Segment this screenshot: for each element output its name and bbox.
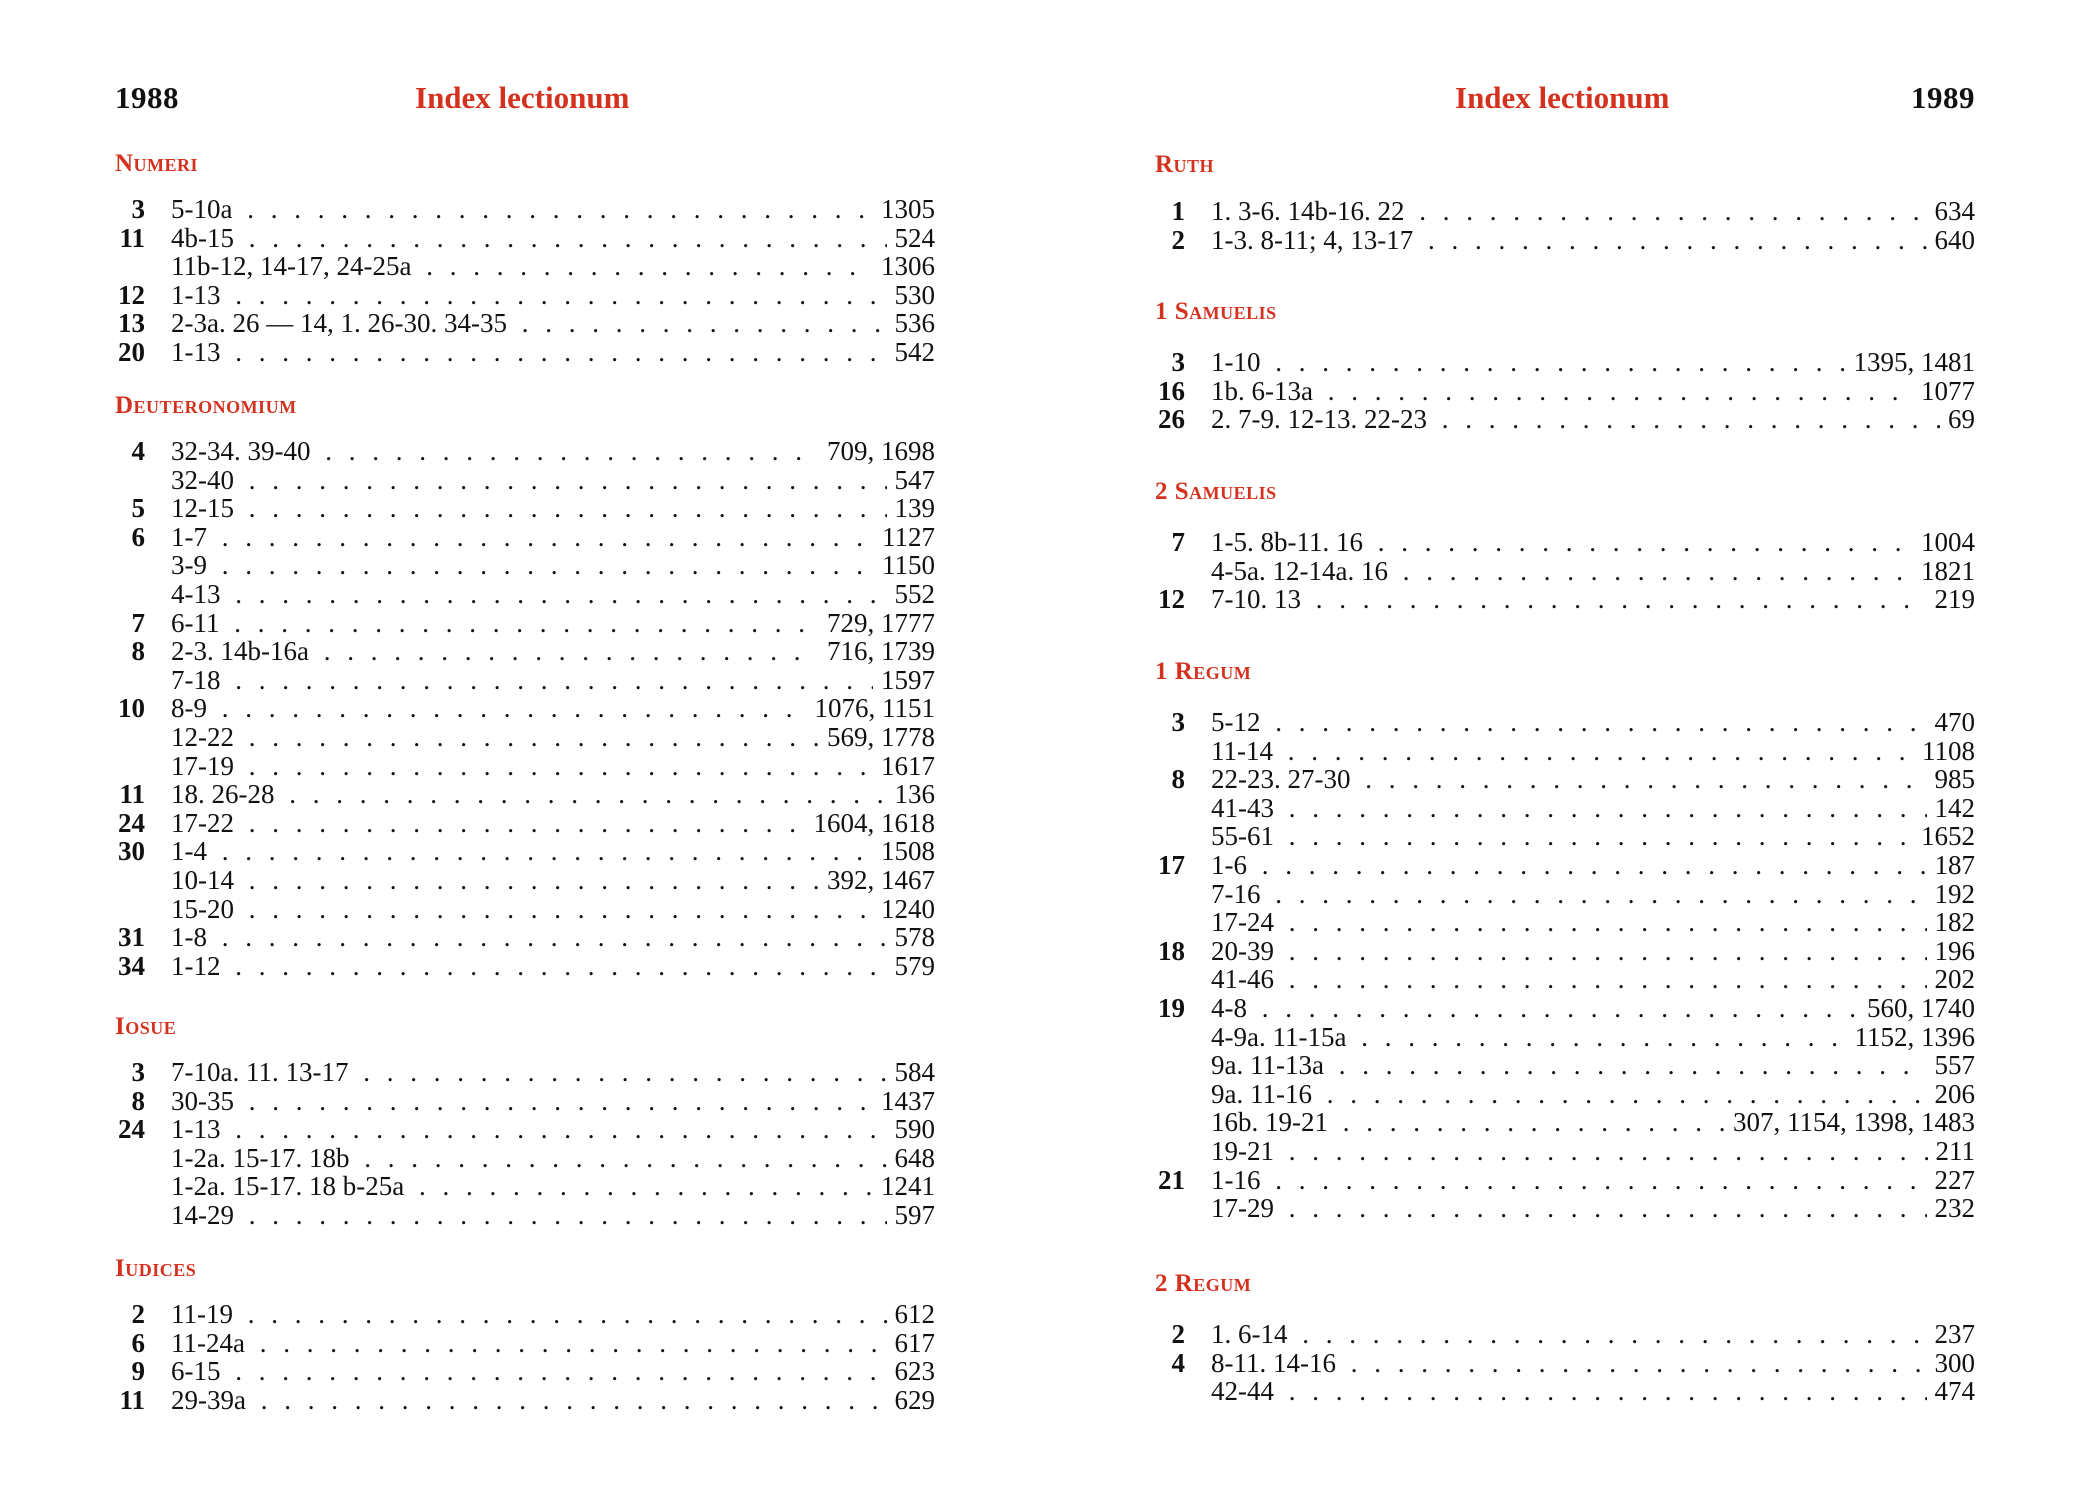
page-reference: 69 [1940, 405, 1975, 434]
verse-reference: 1-10 . . [1211, 348, 1975, 377]
verse-reference: 32-40 . . [171, 466, 935, 495]
index-entry [1155, 1137, 1975, 1166]
verse-reference: 7-16 . . [1211, 880, 1975, 909]
index-entry [1155, 1051, 1975, 1080]
chapter-number: 11 [119, 779, 145, 810]
page-reference: 729, 1777 [819, 609, 935, 638]
page-reference: 182 [1927, 908, 1976, 937]
page-reference: 584 [887, 1058, 936, 1087]
verse-reference: 4b-15 . . [171, 224, 935, 253]
index-entry [115, 952, 935, 981]
verse-reference: 1-13 . . [171, 338, 935, 367]
verse-reference: 7-10. 13 . . [1211, 585, 1975, 614]
index-entry [1155, 794, 1975, 823]
page-reference: 474 [1927, 1377, 1976, 1406]
index-entry [115, 195, 935, 224]
page-reference: 1127 [874, 523, 935, 552]
chapter-number: 7 [1171, 527, 1185, 557]
index-entry [115, 1144, 935, 1173]
chapter-number: 3 [1171, 707, 1185, 737]
index-entry [115, 494, 935, 523]
verse-reference: 15-20 . . [171, 895, 935, 924]
page-reference: 307, 1154, 1398, 1483 [1725, 1108, 1975, 1137]
page-reference: 1305 [873, 195, 935, 224]
chapter-number: 17 [1158, 849, 1185, 880]
index-entry [115, 666, 935, 695]
verse-reference: 9a. 11-16 . . [1211, 1080, 1975, 1109]
index-entry [115, 580, 935, 609]
verse-reference: 20-39 . . [1211, 937, 1975, 966]
index-entry [115, 809, 935, 838]
chapter-number: 2 [1171, 224, 1185, 255]
verse-reference: 4-13 . . [171, 580, 935, 609]
chapter-number: 12 [1158, 584, 1185, 615]
index-entry [1155, 1166, 1975, 1195]
page-reference: 139 [887, 494, 936, 523]
chapter-number: 26 [1158, 404, 1185, 435]
index-entry [1155, 557, 1975, 586]
verse-reference: 1b. 6-13a . . [1211, 377, 1975, 406]
verse-reference: 11b-12, 14-17, 24-25a . . [171, 252, 935, 281]
chapter-number: 8 [131, 1085, 145, 1116]
section-entries [1155, 348, 1975, 434]
index-entry [115, 551, 935, 580]
verse-reference: 17-24 . . [1211, 908, 1975, 937]
index-entry [115, 1357, 935, 1386]
page-reference: 1077 [1913, 377, 1975, 406]
verse-reference: 1-8 . . [171, 923, 935, 952]
index-entry [115, 1386, 935, 1415]
index-entry [115, 923, 935, 952]
chapter-number: 2 [131, 1299, 145, 1329]
section-title: 2 Samuelis [1155, 478, 1277, 505]
verse-reference: 5-12 . . [1211, 708, 1975, 737]
chapter-number: 10 [118, 693, 145, 724]
verse-reference: 1. 6-14 . . [1211, 1320, 1975, 1349]
verse-reference: 10-14 . . [171, 866, 935, 895]
chapter-number: 8 [1171, 764, 1185, 795]
verse-reference: 1-13 . . [171, 281, 935, 310]
page-reference: 716, 1739 [819, 637, 935, 666]
index-entry [115, 281, 935, 310]
verse-reference: 4-9a. 11-15a . . [1211, 1023, 1975, 1052]
page-reference: 524 [887, 224, 936, 253]
page-reference: 1150 [874, 551, 935, 580]
chapter-number: 24 [118, 1114, 145, 1145]
index-entry [115, 1115, 935, 1144]
page-reference: 1240 [873, 895, 935, 924]
index-entry [1155, 1108, 1975, 1137]
index-entry [115, 866, 935, 895]
page-reference: 211 [1928, 1137, 1976, 1166]
page-reference: 1152, 1396 [1847, 1023, 1976, 1052]
index-entry [1155, 1023, 1975, 1052]
verse-reference: 42-44 . . [1211, 1377, 1975, 1406]
chapter-number: 13 [118, 308, 145, 339]
index-entry [115, 609, 935, 638]
verse-reference: 12-22 . . [171, 723, 935, 752]
verse-reference: 1-6 . . [1211, 851, 1975, 880]
verse-reference: 1-13 . . [171, 1115, 935, 1144]
page-reference: 1306 [873, 252, 935, 281]
chapter-number: 21 [1158, 1164, 1185, 1195]
index-entry [115, 437, 935, 466]
verse-reference: 16b. 19-21 . . [1211, 1108, 1975, 1137]
verse-reference: 19-21 . . [1211, 1137, 1975, 1166]
page-reference: 1617 [873, 752, 935, 781]
page-reference: 1108 [1914, 737, 1975, 766]
verse-reference: 1-12 . . [171, 952, 935, 981]
index-entry [1155, 197, 1975, 226]
index-entry [1155, 994, 1975, 1023]
running-title: Index lectionum [415, 80, 630, 115]
index-entry [1155, 737, 1975, 766]
section-title: Iosue [115, 1013, 177, 1040]
verse-reference: 6-11 . . [171, 609, 935, 638]
index-entry [115, 837, 935, 866]
chapter-number: 4 [131, 436, 145, 466]
index-entry [1155, 880, 1975, 909]
page-number: 1988 [115, 80, 179, 115]
index-entry [1155, 1349, 1975, 1378]
index-entry [1155, 585, 1975, 614]
right-page [1155, 0, 1975, 1500]
page-reference: 634 [1927, 197, 1976, 226]
verse-reference: 8-9 . . [171, 694, 935, 723]
verse-reference: 1-16 . . [1211, 1166, 1975, 1195]
index-entry [115, 1172, 935, 1201]
verse-reference: 9a. 11-13a . . [1211, 1051, 1975, 1080]
page-reference: 232 [1927, 1194, 1976, 1223]
page-reference: 206 [1927, 1080, 1976, 1109]
verse-reference: 1-2a. 15-17. 18b . . [171, 1144, 935, 1173]
page-reference: 640 [1927, 226, 1976, 255]
page-reference: 557 [1927, 1051, 1976, 1080]
page-reference: 612 [887, 1300, 936, 1329]
index-entry [115, 1087, 935, 1116]
verse-reference: 1-5. 8b-11. 16 . . [1211, 528, 1975, 557]
verse-reference: 11-24a . . [171, 1329, 935, 1358]
verse-reference: 4-5a. 12-14a. 16 . . [1211, 557, 1975, 586]
verse-reference: 1-4 . . [171, 837, 935, 866]
section-title: Iudices [115, 1255, 197, 1282]
page-reference: 1652 [1913, 822, 1975, 851]
page-reference: 530 [887, 281, 936, 310]
page-reference: 192 [1927, 880, 1976, 909]
verse-reference: 2. 7-9. 12-13. 22-23 . . [1211, 405, 1975, 434]
section-entries [1155, 528, 1975, 614]
index-entry [115, 338, 935, 367]
verse-reference: 1-3. 8-11; 4, 13-17 . . [1211, 226, 1975, 255]
index-entry [1155, 965, 1975, 994]
chapter-number: 12 [118, 279, 145, 310]
page-reference: 1597 [873, 666, 935, 695]
index-entry [115, 1300, 935, 1329]
verse-reference: 8-11. 14-16 . . [1211, 1349, 1975, 1378]
chapter-number: 19 [1158, 992, 1185, 1023]
verse-reference: 1-7 . . [171, 523, 935, 552]
page-reference: 136 [887, 780, 936, 809]
verse-reference: 41-46 . . [1211, 965, 1975, 994]
section-title: Ruth [1155, 151, 1215, 178]
section-title: 1 Regum [1155, 658, 1252, 685]
index-entry [115, 466, 935, 495]
running-title: Index lectionum [1455, 80, 1670, 115]
chapter-number: 11 [119, 222, 145, 253]
index-entry [1155, 1194, 1975, 1223]
chapter-number: 6 [131, 521, 145, 552]
page-reference: 547 [887, 466, 936, 495]
chapter-number: 7 [131, 607, 145, 638]
page-reference: 1821 [1913, 557, 1975, 586]
verse-reference: 22-23. 27-30 . . [1211, 765, 1975, 794]
verse-reference: 41-43 . . [1211, 794, 1975, 823]
page-reference: 1508 [873, 837, 935, 866]
verse-reference: 4-8 . . [1211, 994, 1975, 1023]
index-entry [115, 523, 935, 552]
verse-reference: 18. 26-28 . . [171, 780, 935, 809]
index-entry [1155, 765, 1975, 794]
page-reference: 590 [887, 1115, 936, 1144]
page-reference: 196 [1927, 937, 1976, 966]
index-entry [1155, 405, 1975, 434]
section-entries [1155, 197, 1975, 254]
chapter-number: 3 [131, 1057, 145, 1087]
chapter-number: 8 [131, 636, 145, 667]
page-reference: 578 [887, 923, 936, 952]
verse-reference: 32-34. 39-40 . . [171, 437, 935, 466]
index-entry [115, 1058, 935, 1087]
index-entry [115, 224, 935, 253]
index-entry [115, 1329, 935, 1358]
page-reference: 579 [887, 952, 936, 981]
verse-reference: 1-2a. 15-17. 18 b-25a . . [171, 1172, 935, 1201]
index-entry [115, 694, 935, 723]
section-entries [1155, 708, 1975, 1223]
verse-reference: 2-3. 14b-16a . . [171, 637, 935, 666]
verse-reference: 1. 3-6. 14b-16. 22 . . [1211, 197, 1975, 226]
index-entry [1155, 1377, 1975, 1406]
page-reference: 1395, 1481 [1846, 348, 1976, 377]
page-reference: 187 [1927, 851, 1976, 880]
page-reference: 1241 [873, 1172, 935, 1201]
page-reference: 617 [887, 1329, 936, 1358]
chapter-number: 20 [118, 336, 145, 367]
index-entry [115, 309, 935, 338]
page-reference: 392, 1467 [819, 866, 935, 895]
page-reference: 1004 [1913, 528, 1975, 557]
section-title: 1 Samuelis [1155, 298, 1277, 325]
index-entry [115, 780, 935, 809]
index-entry [1155, 708, 1975, 737]
index-entry [115, 252, 935, 281]
verse-reference: 55-61 . . [1211, 822, 1975, 851]
index-entry [115, 723, 935, 752]
chapter-number: 31 [118, 922, 145, 953]
index-entry [1155, 226, 1975, 255]
index-entry [1155, 908, 1975, 937]
page-reference: 629 [887, 1386, 936, 1415]
chapter-number: 2 [1171, 1319, 1185, 1349]
verse-reference: 7-18 . . [171, 666, 935, 695]
verse-reference: 11-14 . . [1211, 737, 1975, 766]
index-entry [1155, 1320, 1975, 1349]
page-reference: 237 [1927, 1320, 1976, 1349]
chapter-number: 4 [1171, 1347, 1185, 1378]
page-reference: 470 [1927, 708, 1976, 737]
section-title: Deuteronomium [115, 392, 297, 419]
section-title: 2 Regum [1155, 1270, 1252, 1297]
index-entry [115, 637, 935, 666]
index-entry [1155, 851, 1975, 880]
chapter-number: 6 [131, 1327, 145, 1358]
verse-reference: 11-19 . . [171, 1300, 935, 1329]
verse-reference: 17-22 . . [171, 809, 935, 838]
section-title: Numeri [115, 150, 199, 177]
verse-reference: 29-39a . . [171, 1386, 935, 1415]
chapter-number: 11 [119, 1384, 145, 1415]
page-reference: 1437 [873, 1087, 935, 1116]
verse-reference: 12-15 . . [171, 494, 935, 523]
index-entry [115, 895, 935, 924]
chapter-number: 9 [131, 1356, 145, 1387]
page-reference: 142 [1927, 794, 1976, 823]
page-reference: 648 [887, 1144, 936, 1173]
verse-reference: 3-9 . . [171, 551, 935, 580]
index-entry [1155, 377, 1975, 406]
chapter-number: 5 [131, 493, 145, 524]
page-reference: 1076, 1151 [807, 694, 936, 723]
chapter-number: 30 [118, 836, 145, 867]
chapter-number: 16 [1158, 375, 1185, 406]
page-reference: 202 [1927, 965, 1976, 994]
chapter-number: 18 [1158, 935, 1185, 966]
section-entries [115, 1058, 935, 1230]
chapter-number: 24 [118, 807, 145, 838]
verse-reference: 14-29 . . [171, 1201, 935, 1230]
page-reference: 542 [887, 338, 936, 367]
page-reference: 219 [1927, 585, 1976, 614]
running-head [115, 80, 935, 128]
page-number: 1989 [1911, 80, 1975, 115]
page-reference: 597 [887, 1201, 936, 1230]
index-entry [1155, 348, 1975, 377]
chapter-number: 3 [1171, 347, 1185, 377]
page-reference: 709, 1698 [819, 437, 935, 466]
page-reference: 536 [887, 309, 936, 338]
index-entry [1155, 822, 1975, 851]
chapter-number: 1 [1171, 196, 1185, 226]
page-reference: 560, 1740 [1859, 994, 1975, 1023]
page-reference: 552 [887, 580, 936, 609]
section-entries [115, 195, 935, 367]
verse-reference: 6-15 . . [171, 1357, 935, 1386]
section-entries [1155, 1320, 1975, 1406]
page-reference: 623 [887, 1357, 936, 1386]
chapter-number: 3 [131, 194, 145, 224]
page-reference: 569, 1778 [819, 723, 935, 752]
left-page [115, 0, 935, 1500]
running-head [1155, 80, 1975, 128]
verse-reference: 7-10a. 11. 13-17 . . [171, 1058, 935, 1087]
index-entry [1155, 937, 1975, 966]
verse-reference: 30-35 . . [171, 1087, 935, 1116]
verse-reference: 17-19 . . [171, 752, 935, 781]
section-entries [115, 437, 935, 980]
chapter-number: 34 [118, 950, 145, 981]
index-entry [1155, 528, 1975, 557]
page-reference: 300 [1927, 1349, 1976, 1378]
verse-reference: 17-29 . . [1211, 1194, 1975, 1223]
verse-reference: 5-10a . . [171, 195, 935, 224]
page-reference: 985 [1927, 765, 1976, 794]
index-entry [1155, 1080, 1975, 1109]
page-reference: 1604, 1618 [806, 809, 936, 838]
verse-reference: 2-3a. 26 — 14, 1. 26-30. 34-35 . . [171, 309, 935, 338]
page-reference: 227 [1927, 1166, 1976, 1195]
index-entry [115, 752, 935, 781]
section-entries [115, 1300, 935, 1414]
index-entry [115, 1201, 935, 1230]
